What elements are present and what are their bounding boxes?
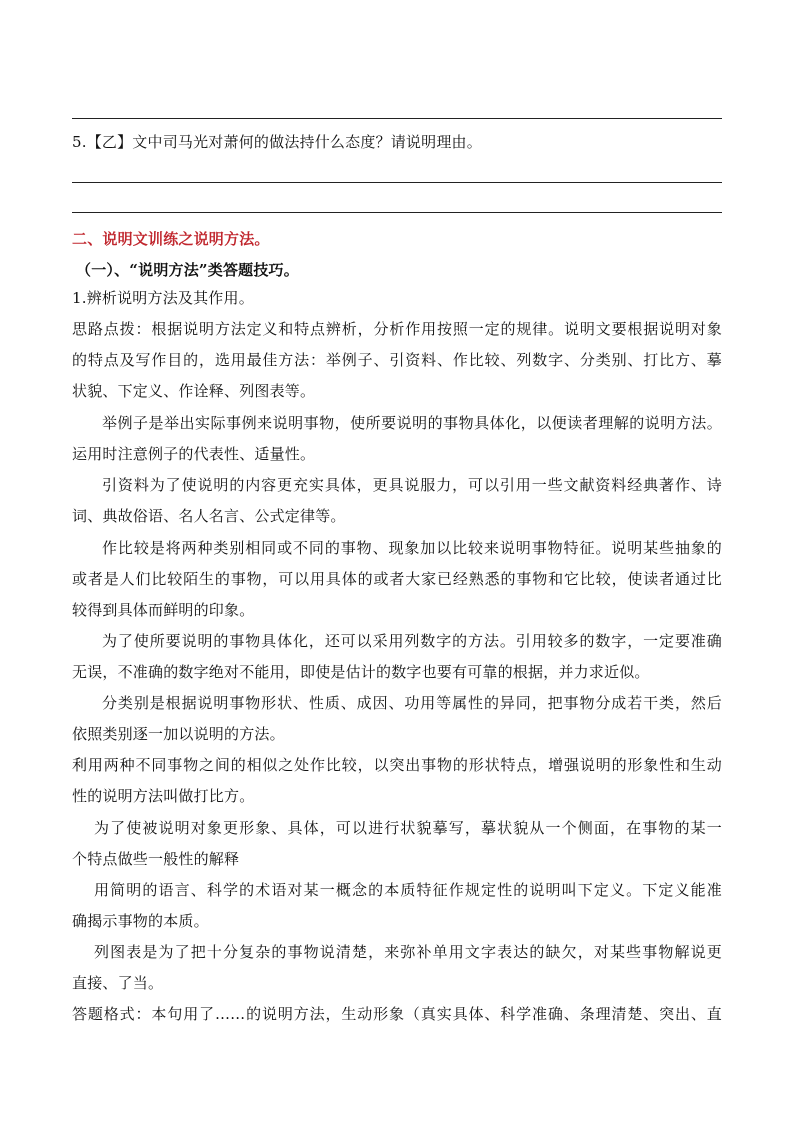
paragraph-line: 状貌、下定义、作诠释、列图表等。 <box>72 382 316 400</box>
paragraph-line: 确揭示事物的本质。 <box>72 912 209 930</box>
paragraph-line: 作比较是将两种类别相同或不同的事物、现象加以比较来说明事物特征。说明某些抽象的 <box>102 539 722 557</box>
answer-line <box>72 212 722 213</box>
paragraph-line: 列图表是为了把十分复杂的事物说清楚，来弥补单用文字表达的缺欠，对某些事物解说更 <box>94 943 722 961</box>
paragraph-line: 为了使所要说明的事物具体化，还可以采用列数字的方法。引用较多的数字，一定要准确 <box>102 632 722 650</box>
paragraph-line: 或者是人们比较陌生的事物，可以用具体的或者大家已经熟悉的事物和它比较，使读者通过比 <box>72 570 722 588</box>
paragraph-line: 举例子是举出实际事例来说明事物，使所要说明的事物具体化，以便读者理解的说明方法。 <box>102 414 722 432</box>
paragraph-line: 用简明的语言、科学的术语对某一概念的本质特征作规定性的说明叫下定义。下定义能准 <box>94 881 722 899</box>
paragraph-line: 利用两种不同事物之间的相似之处作比较，以突出事物的形状特点，增强说明的形象性和生动 <box>72 756 722 774</box>
paragraph-line: 运用时注意例子的代表性、适量性。 <box>72 445 316 463</box>
document-page <box>72 0 722 1123</box>
subsection-title: （一）、“说明方法”类答题技巧。 <box>76 261 299 279</box>
paragraph-line: 1.辨析说明方法及其作用。 <box>72 289 254 307</box>
paragraph-line: 分类别是根据说明事物形状、性质、成因、功用等属性的异同，把事物分成若干类，然后 <box>102 694 722 712</box>
paragraph-line: 为了使被说明对象更形象、具体，可以进行状貌摹写，摹状貌从一个侧面，在事物的某一 <box>94 819 722 837</box>
paragraph-line: 依照类别逐一加以说明的方法。 <box>72 725 285 743</box>
paragraph-line: 性的说明方法叫做打比方。 <box>72 787 255 805</box>
paragraph-line: 词、典故俗语、名人名言、公式定律等。 <box>72 507 346 525</box>
paragraph-line: 个特点做些一般性的解释 <box>72 850 240 868</box>
answer-line <box>72 118 722 119</box>
section-title: 二、说明文训练之说明方法。 <box>72 230 270 248</box>
paragraph-line: 答题格式：本句用了……的说明方法，生动形象（真实具体、科学准确、条理清楚、突出、直 <box>72 1005 722 1023</box>
paragraph-line: 思路点拨：根据说明方法定义和特点辨析，分析作用按照一定的规律。说明文要根据说明对象 <box>72 320 722 338</box>
paragraph-line: 引资料为了使说明的内容更充实具体，更具说服力，可以引用一些文献资料经典著作、诗 <box>102 476 722 494</box>
paragraph-line: 较得到具体而鲜明的印象。 <box>72 601 255 619</box>
paragraph-line: 直接、了当。 <box>72 974 164 992</box>
question-5: 5.【乙】文中司马光对萧何的做法持什么态度？请说明理由。 <box>72 133 482 151</box>
paragraph-line: 的特点及写作目的，选用最佳方法：举例子、引资料、作比较、列数字、分类别、打比方、摹 <box>72 351 722 369</box>
answer-line <box>72 182 722 183</box>
paragraph-line: 无误，不准确的数字绝对不能用，即使是估计的数字也要有可靠的根据，并力求近似。 <box>72 663 650 681</box>
